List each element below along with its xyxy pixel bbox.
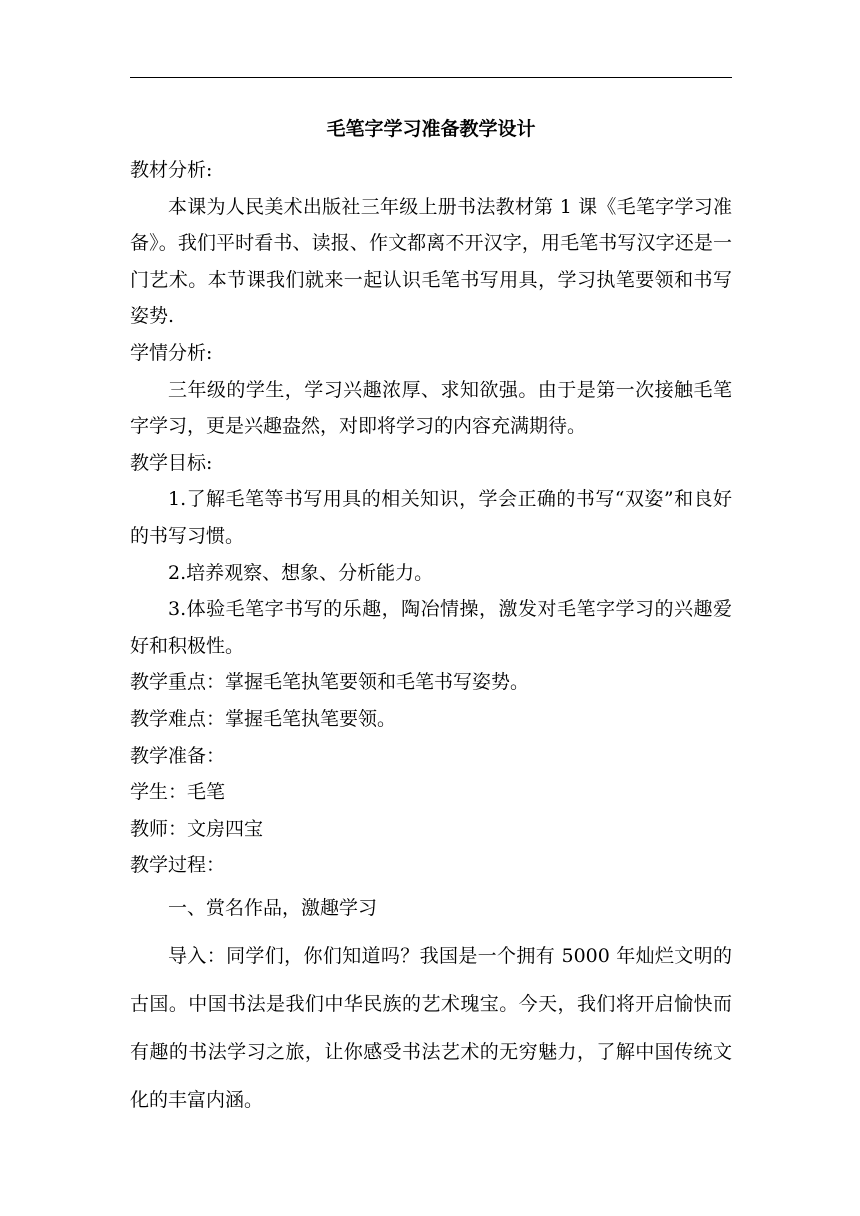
intro-paragraph: 导入：同学们，你们知道吗？我国是一个拥有 5000 年灿烂文明的古国。中国书法是我们中华民族的艺术瑰宝。今天，我们将开启愉快而有趣的书法学习之旅，让你感受书法艺术的无穷魅力，了解中国传统文化的丰富内涵。 [130,944,732,1111]
prep-heading: 教学准备： [130,744,226,767]
material-heading: 教材分析: [130,159,213,181]
goal-item-3: 3.体验毛笔字书写的乐趣，陶冶情操，激发对毛笔字学习的兴趣爱好和积极性。 [130,598,732,657]
key-point: 教学重点：掌握毛笔执笔要领和毛笔书写姿势。 [130,671,530,694]
document-title: 毛笔字学习准备教学设计 [326,118,536,140]
difficulty: 教学难点：掌握毛笔执笔要领。 [130,707,397,730]
material-paragraph: 本课为人民美术出版社三年级上册书法教材第 1 课《毛笔字学习准备》。我们平时看书、读报、作文都离不开汉字，用毛笔书写汉字还是一门艺术。本节课我们就来一起认识毛笔书写用具，学习执笔要领和书写姿势. [130,195,732,328]
prep-student: 学生：毛笔 [130,781,226,804]
process-step-1: 一、赏名作品，激趣学习 [168,896,378,919]
student-paragraph: 三年级的学生，学习兴趣浓厚、求知欲强。由于是第一次接触毛笔字学习，更是兴趣盎然，对即将学习的内容充满期待。 [130,378,732,438]
student-heading: 学情分析: [130,341,213,364]
goal-item-2: 2.培养观察、想象、分析能力。 [168,561,434,584]
document-body [130,152,732,1124]
goal-heading: 教学目标: [130,451,213,474]
process-heading: 教学过程： [130,854,226,877]
goal-item-1: 1.了解毛笔等书写用具的相关知识，学会正确的书写“双姿”和良好的书写习惯。 [130,488,732,547]
header-rule [130,77,732,78]
prep-teacher: 教师：文房四宝 [130,817,264,840]
